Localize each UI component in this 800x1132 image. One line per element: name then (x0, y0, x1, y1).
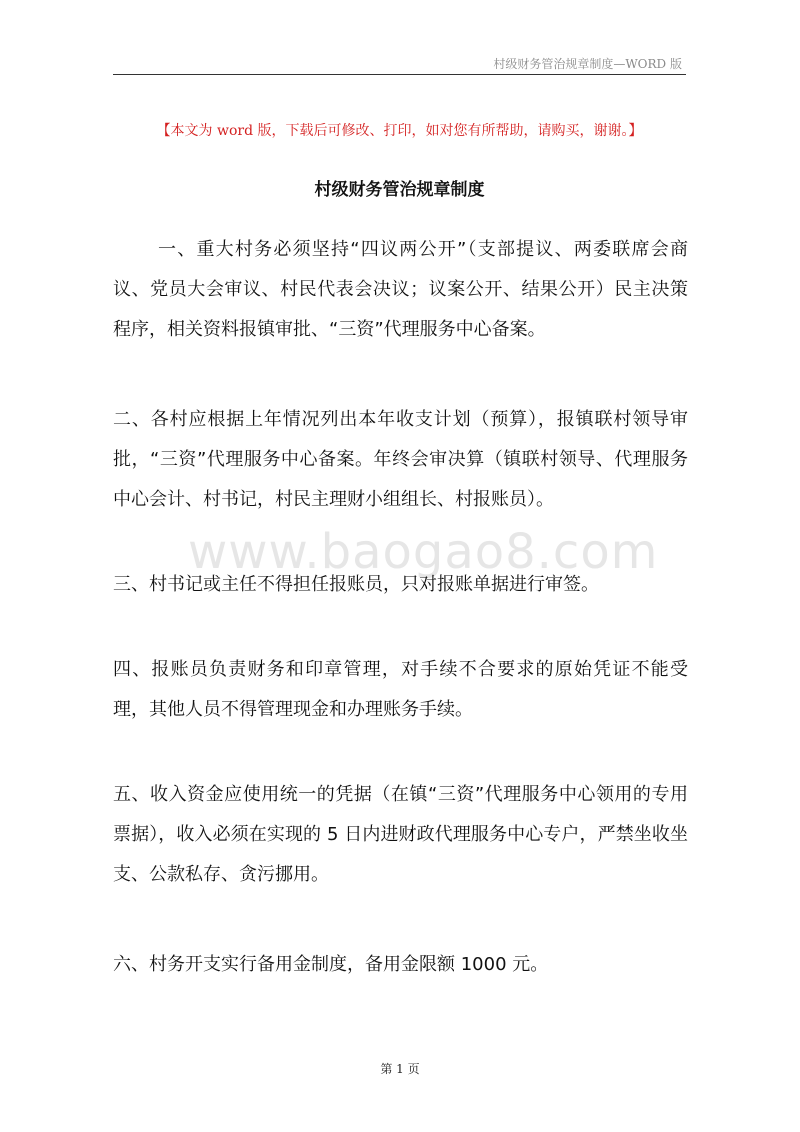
paragraph-6: 六、村务开支实行备用金制度，备用金限额 1000 元。 (113, 954, 549, 975)
page-number: 第 1 页 (380, 1062, 420, 1076)
document-title: 村级财务管治规章制度 (314, 180, 485, 200)
header-divider (113, 74, 686, 75)
paragraph-3: 三、村书记或主任不得担任报账员，只对报账单据进行审签。 (113, 574, 599, 595)
paragraph-1: 一、重大村务必须坚持“四议两公开”（支部提议、两委联席会商议、党员大会审议、村民代表会决议；议案公开、结果公开）民主决策程序，相关资料报镇审批、“三资”代理服务中心备案。 (113, 239, 688, 340)
paragraph-4: 四、报账员负责财务和印章管理，对手续不合要求的原始凭证不能受理，其他人员不得管理现金和办理账务手续。 (113, 659, 688, 720)
purchase-notice: 【本文为 word 版，下载后可修改、打印，如对您有所帮助，请购买，谢谢。】 (156, 123, 643, 139)
paragraph-2: 二、各村应根据上年情况列出本年收支计划（预算），报镇联村领导审批，“三资”代理服务中心备案。年终会审决算（镇联村领导、代理服务中心会计、村书记，村民主理财小组组长、村报账员）。 (113, 409, 688, 510)
watermark: www.baogao8.com (188, 524, 659, 580)
running-header: 村级财务管治规章制度—WORD 版 (493, 57, 682, 71)
paragraph-5: 五、收入资金应使用统一的凭据（在镇“三资”代理服务中心领用的专用票据），收入必须在实现的 5 日内进财政代理服务中心专户，严禁坐收坐支、公款私存、贪污挪用。 (113, 784, 688, 885)
